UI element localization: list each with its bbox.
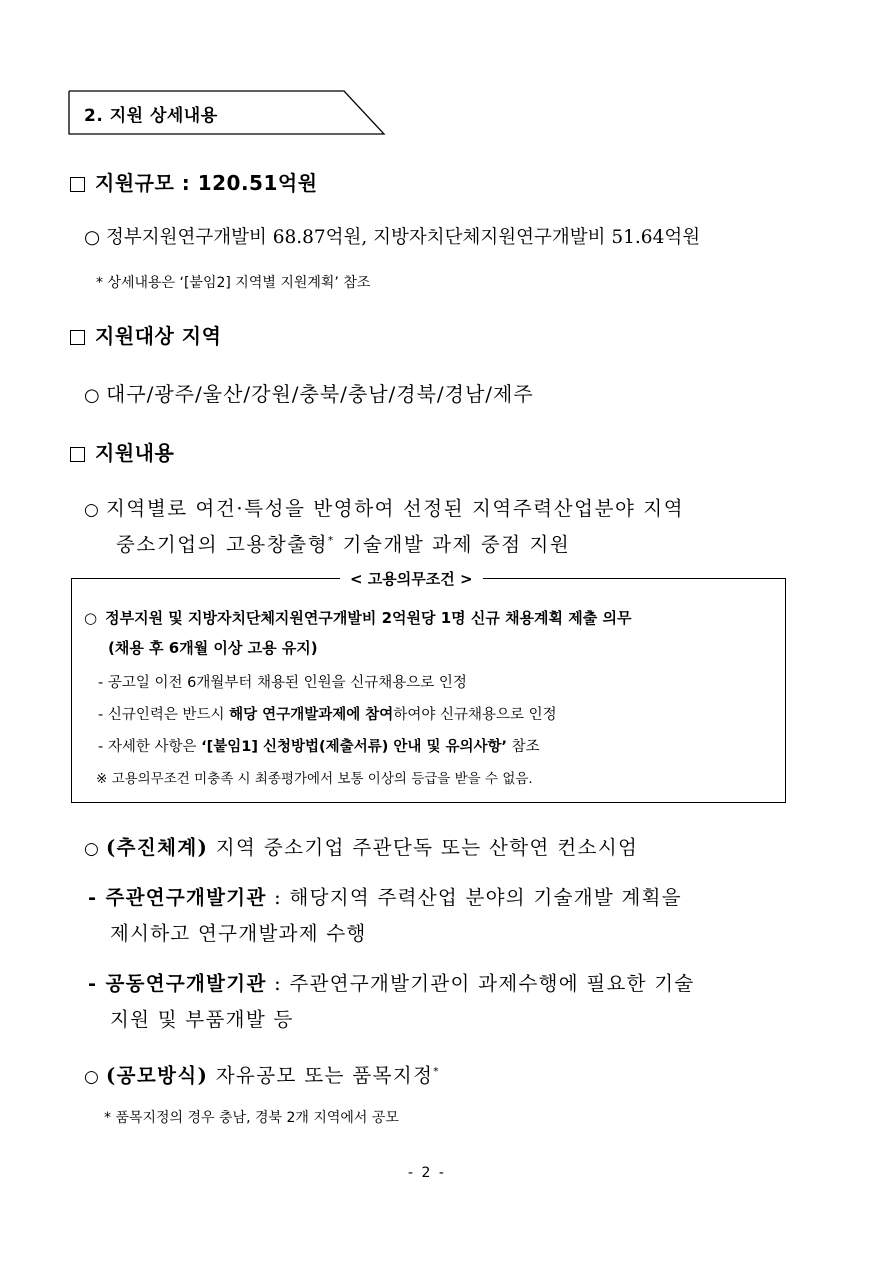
checkbox-icon	[70, 447, 85, 462]
lead-institution-line1: - 주관연구개발기관 : 해당지역 주력산업 분야의 기술개발 계획을	[88, 886, 682, 909]
obligation-line1: ○ 정부지원 및 지방자치단체지원연구개발비 2억원당 1명 신규 채용계획 제출 의무	[84, 609, 632, 627]
circle-bullet-icon: ○	[84, 1067, 101, 1087]
region-bullet: ○ 대구/광주/울산/강원/충북/충남/경북/경남/제주	[84, 382, 534, 406]
method-bullet: ○ (공모방식) 자유공모 또는 품목지정*	[84, 1064, 440, 1087]
page-title: 2. 지원 상세내용	[84, 106, 218, 126]
checkbox-icon	[70, 177, 85, 192]
region-heading: 지원대상 지역	[70, 320, 221, 349]
checkbox-icon	[70, 330, 85, 345]
obligation-box-title: < 고용의무조건 >	[340, 568, 483, 589]
obligation-line2: (채용 후 6개월 이상 고용 유지)	[108, 639, 318, 657]
circle-bullet-icon: ○	[84, 500, 101, 520]
circle-bullet-icon: ○	[84, 609, 98, 627]
circle-bullet-icon: ○	[84, 385, 100, 406]
page-number: - 2 -	[408, 1165, 446, 1181]
obligation-dash3: - 자세한 사항은 ‘[붙임1] 신청방법(제출서류) 안내 및 유의사항’ 참조	[98, 739, 540, 755]
content-bullet-line2: 중소기업의 고용창출형* 기술개발 과제 중점 지원	[116, 533, 571, 556]
scale-heading: 지원규모 : 120.51억원	[70, 167, 318, 196]
scale-note: * 상세내용은 ‘[붙임2] 지역별 지원계획’ 참조	[96, 275, 371, 291]
obligation-dash2: - 신규인력은 반드시 해당 연구개발과제에 참여하여야 신규채용으로 인정	[98, 707, 557, 723]
lead-institution-line2: 제시하고 연구개발과제 수행	[110, 922, 367, 945]
co-institution-line2: 지원 및 부품개발 등	[110, 1008, 294, 1031]
method-note: * 품목지정의 경우 충남, 경북 2개 지역에서 공모	[104, 1110, 399, 1126]
scale-bullet: ○ 정부지원연구개발비 68.87억원, 지방자치단체지원연구개발비 51.64억원	[84, 227, 701, 248]
obligation-dash1: - 공고일 이전 6개월부터 채용된 인원을 신규채용으로 인정	[98, 675, 467, 691]
content-bullet-line1: ○ 지역별로 여건·특성을 반영하여 선정된 지역주력산업분야 지역	[84, 497, 685, 520]
system-bullet: ○ (추진체계) 지역 중소기업 주관단독 또는 산학연 컨소시엄	[84, 836, 639, 859]
content-heading: 지원내용	[70, 437, 174, 466]
obligation-note: ※ 고용의무조건 미충족 시 최종평가에서 보통 이상의 등급을 받을 수 없음.	[96, 771, 533, 787]
co-institution-line1: - 공동연구개발기관 : 주관연구개발기관이 과제수행에 필요한 기술	[88, 972, 695, 995]
section-header-tab	[68, 90, 388, 136]
circle-bullet-icon: ○	[84, 839, 101, 859]
circle-bullet-icon: ○	[84, 227, 101, 248]
